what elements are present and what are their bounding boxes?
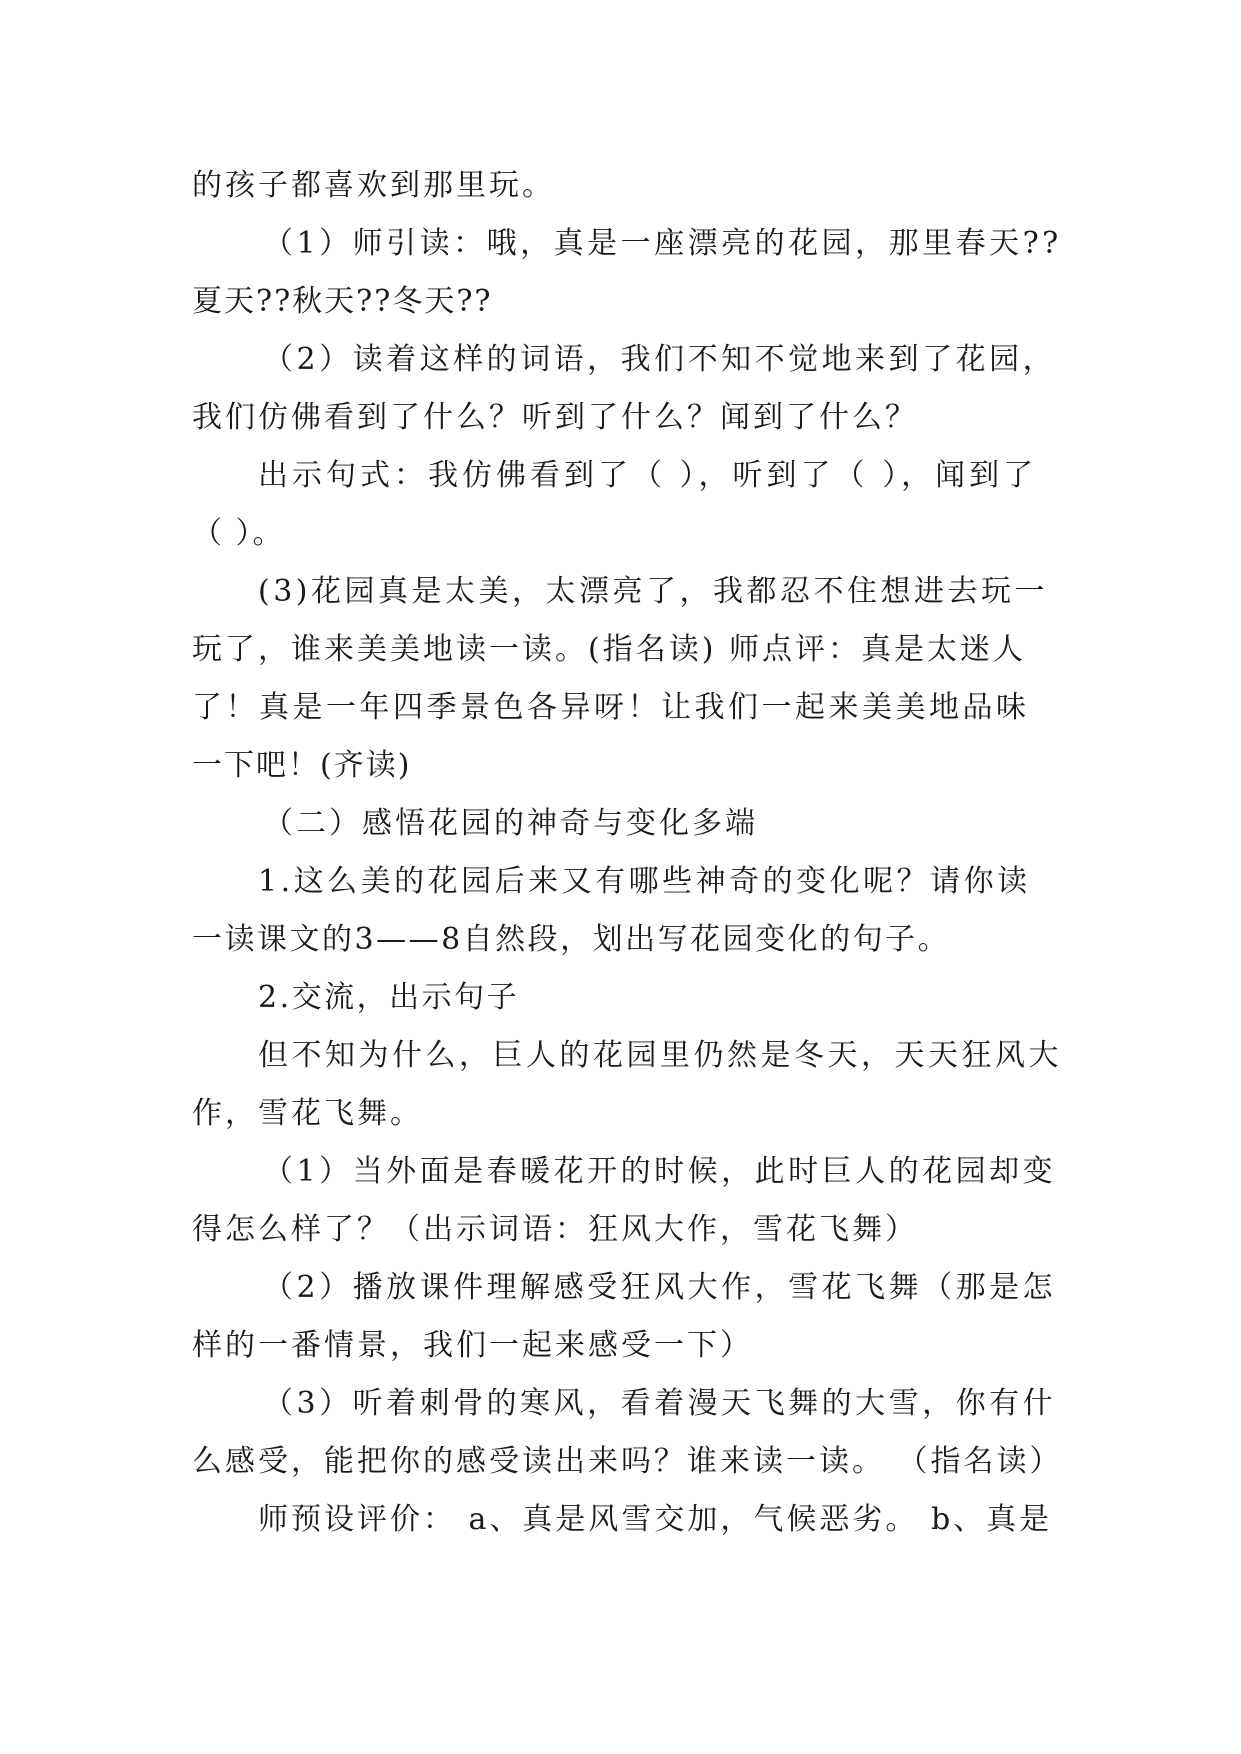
section-heading: （二）感悟花园的神奇与变化多端 <box>263 806 758 841</box>
text-line: 夏天??秋天??冬天?? <box>192 284 493 319</box>
text-line: 得怎么样了？（出示词语：狂风大作，雪花飞舞） <box>192 1212 918 1247</box>
quoted-sentence: 作，雪花飞舞。 <box>192 1096 423 1131</box>
text-line: 么感受，能把你的感受读出来吗？谁来读一读。 （指名读） <box>192 1444 1063 1479</box>
text-line: 玩了，谁来美美地读一读。(指名读) 师点评：真是太迷人 <box>192 632 1026 667</box>
text-line: 一下吧！(齐读) <box>192 748 412 783</box>
text-line: 样的一番情景，我们一起来感受一下） <box>192 1328 753 1363</box>
text-line: （1）当外面是春暖花开的时候，此时巨人的花园却变 <box>263 1154 1057 1189</box>
text-line: （3）听着刺骨的寒风，看着漫天飞舞的大雪，你有什 <box>263 1386 1057 1421</box>
text-line: （2）读着这样的词语，我们不知不觉地来到了花园， <box>263 342 1057 377</box>
text-line: 的孩子都喜欢到那里玩。 <box>192 168 555 203</box>
text-line: 一读课文的3——8自然段，划出写花园变化的句子。 <box>192 922 951 957</box>
text-line: 1.这么美的花园后来又有哪些神奇的变化呢？请你读 <box>258 864 1031 899</box>
text-line: 师预设评价： a、真是风雪交加，气候恶劣。 b、真是 <box>258 1502 1053 1537</box>
text-line: (3)花园真是太美，太漂亮了，我都忍不住想进去玩一 <box>258 574 1048 609</box>
text-line: 了！真是一年四季景色各异呀！让我们一起来美美地品味 <box>192 690 1030 725</box>
text-line: 我们仿佛看到了什么？听到了什么？闻到了什么？ <box>192 400 918 435</box>
text-line: （1）师引读：哦，真是一座漂亮的花园，那里春天?? <box>263 226 1062 261</box>
text-line: 2.交流，出示句子 <box>258 980 520 1015</box>
quoted-sentence: 但不知为什么，巨人的花园里仍然是冬天，天天狂风大 <box>258 1038 1062 1073</box>
text-line: （ ）。 <box>192 516 285 551</box>
text-line: （2）播放课件理解感受狂风大作，雪花飞舞（那是怎 <box>263 1270 1057 1305</box>
text-line: 出示句式：我仿佛看到了（ ），听到了（ ），闻到了 <box>258 458 1038 493</box>
